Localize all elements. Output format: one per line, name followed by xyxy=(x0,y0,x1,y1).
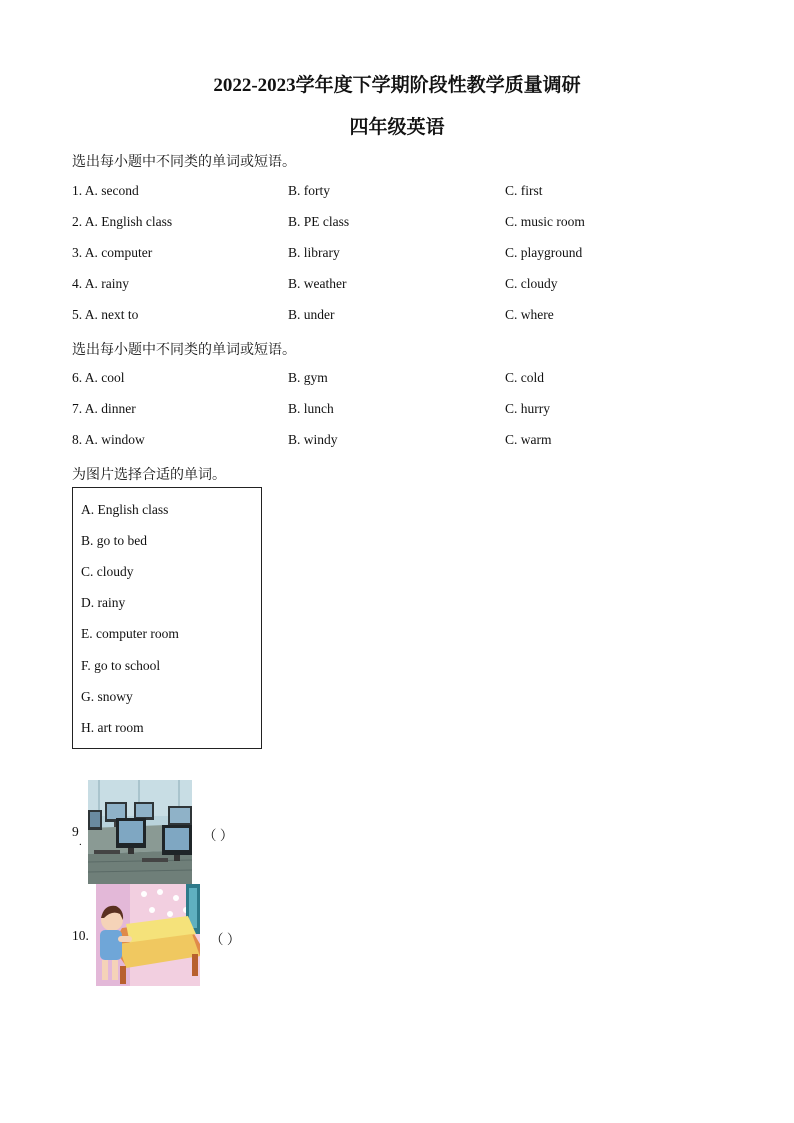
option-c: C. cloudy xyxy=(505,276,558,291)
question-10-number: 10. xyxy=(72,928,89,943)
option-a: 6. A. cool xyxy=(72,370,125,385)
word-bank-option: A. English class xyxy=(81,502,169,517)
option-c: C. music room xyxy=(505,214,585,229)
option-a: 1. A. second xyxy=(72,183,139,198)
word-bank-box xyxy=(72,487,262,749)
question-9-dot: . xyxy=(79,836,82,848)
option-b: B. library xyxy=(288,245,340,260)
option-a: 5. A. next to xyxy=(72,307,139,322)
girl-going-to-bed-picture xyxy=(96,884,200,986)
option-c: C. hurry xyxy=(505,401,550,416)
exam-subtitle: 四年级英语 xyxy=(349,117,445,138)
option-b: B. lunch xyxy=(288,401,334,416)
question-row xyxy=(72,276,732,296)
option-a: 4. A. rainy xyxy=(72,276,129,291)
question-row xyxy=(72,432,732,452)
word-bank-option: E. computer room xyxy=(81,626,179,641)
option-b: B. windy xyxy=(288,432,338,447)
option-b: B. weather xyxy=(288,276,347,291)
word-bank-option: F. go to school xyxy=(81,658,161,673)
option-c: C. playground xyxy=(505,245,583,260)
option-a: 7. A. dinner xyxy=(72,401,136,416)
section3-instruction: 为图片选择合适的单词。 xyxy=(72,468,226,483)
question-9-number: 9 xyxy=(72,824,79,839)
question-10-answer-blank[interactable]: （ ） xyxy=(210,932,241,947)
question-9-answer-blank[interactable]: （ ） xyxy=(203,828,234,843)
section1-instruction: 选出每小题中不同类的单词或短语。 xyxy=(72,155,296,170)
section2-instruction: 选出每小题中不同类的单词或短语。 xyxy=(72,343,296,358)
option-c: C. where xyxy=(505,307,554,322)
option-b: B. forty xyxy=(288,183,330,198)
question-row xyxy=(72,183,732,203)
option-c: C. first xyxy=(505,183,543,198)
question-row xyxy=(72,370,732,390)
option-c: C. warm xyxy=(505,432,552,447)
option-a: 3. A. computer xyxy=(72,245,153,260)
word-bank-option: D. rainy xyxy=(81,595,126,610)
word-bank-option: H. art room xyxy=(81,720,144,735)
word-bank-option: C. cloudy xyxy=(81,564,134,579)
word-bank-option: G. snowy xyxy=(81,689,133,704)
option-b: B. gym xyxy=(288,370,328,385)
question-row xyxy=(72,214,732,234)
exam-title: 2022-2023学年度下学期阶段性教学质量调研 xyxy=(213,75,581,96)
option-b: B. PE class xyxy=(288,214,350,229)
option-c: C. cold xyxy=(505,370,544,385)
question-row xyxy=(72,245,732,265)
option-b: B. under xyxy=(288,307,335,322)
option-a: 2. A. English class xyxy=(72,214,173,229)
option-a: 8. A. window xyxy=(72,432,145,447)
computer-room-picture xyxy=(88,780,192,884)
question-row xyxy=(72,307,732,327)
word-bank-option: B. go to bed xyxy=(81,533,147,548)
question-row xyxy=(72,401,732,421)
